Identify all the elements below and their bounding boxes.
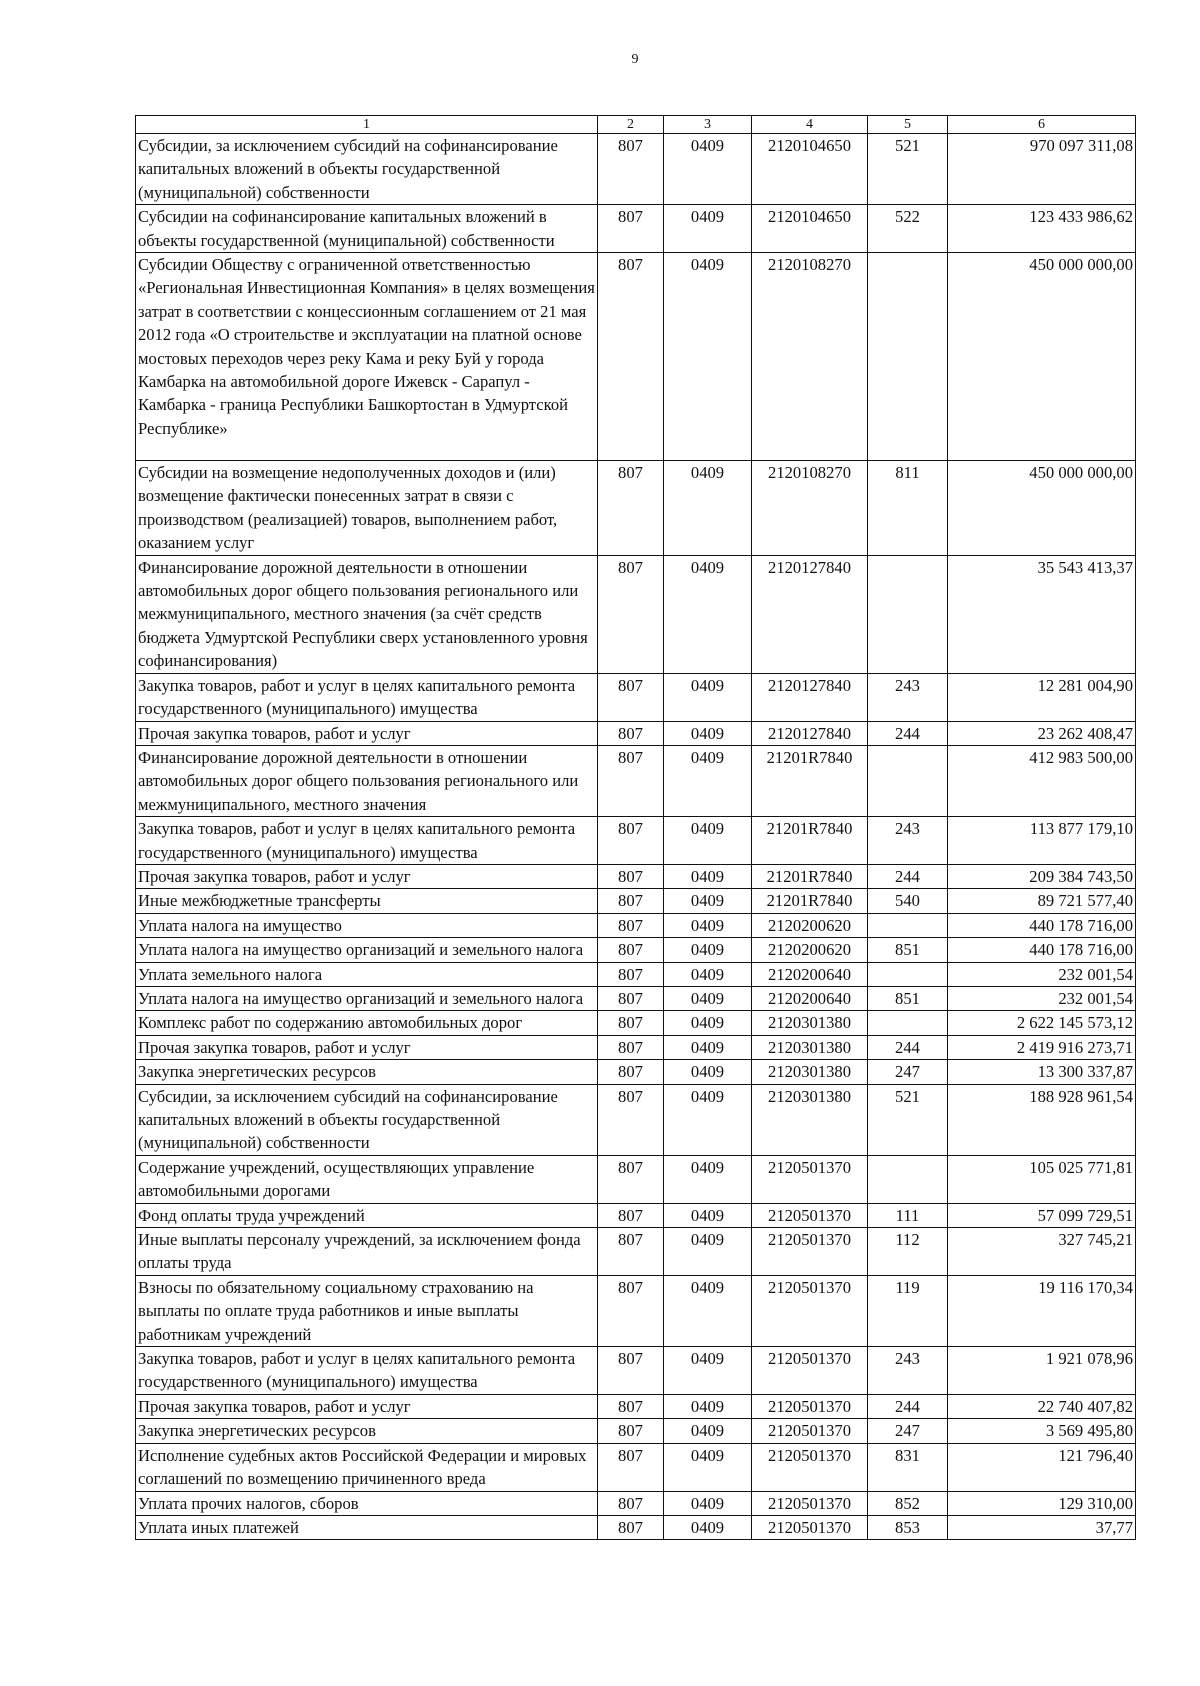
grbs-code-cell: 807	[598, 1443, 664, 1491]
section-code-cell: 0409	[664, 1443, 752, 1491]
column-header: 6	[948, 116, 1136, 134]
amount-cell: 129 310,00	[948, 1491, 1136, 1515]
amount-cell: 2 419 916 273,71	[948, 1035, 1136, 1059]
section-code-cell: 0409	[664, 205, 752, 253]
amount-cell: 209 384 743,50	[948, 864, 1136, 888]
row-name-cell: Субсидии, за исключением субсидий на софинансирование капитальных вложений в объекты государственной (муниципальной) собственности	[136, 134, 598, 205]
table-row	[136, 1203, 1136, 1227]
expense-type-cell: 243	[868, 817, 948, 865]
grbs-code-cell: 807	[598, 1515, 664, 1539]
expense-type-cell	[868, 1155, 948, 1203]
amount-cell: 440 178 716,00	[948, 913, 1136, 937]
target-article-cell: 2120301380	[752, 1035, 868, 1059]
table-row	[136, 1035, 1136, 1059]
amount-cell: 327 745,21	[948, 1228, 1136, 1276]
expense-type-cell: 853	[868, 1515, 948, 1539]
amount-cell: 1 921 078,96	[948, 1347, 1136, 1395]
section-code-cell: 0409	[664, 913, 752, 937]
table-row	[136, 134, 1136, 205]
row-name-cell: Исполнение судебных актов Российской Федерации и мировых соглашений по возмещению причиненного вреда	[136, 1443, 598, 1491]
section-code-cell: 0409	[664, 962, 752, 986]
table-row	[136, 205, 1136, 253]
section-code-cell: 0409	[664, 938, 752, 962]
amount-cell: 13 300 337,87	[948, 1060, 1136, 1084]
row-name-cell: Закупка товаров, работ и услуг в целях капитального ремонта государственного (муниципального) имущества	[136, 673, 598, 721]
expense-type-cell: 111	[868, 1203, 948, 1227]
amount-cell: 89 721 577,40	[948, 889, 1136, 913]
row-name-cell: Субсидии на возмещение недополученных доходов и (или) возмещение фактически понесенных затрат в связи с производством (реализацией) товаров, выполнением работ, оказанием услуг	[136, 461, 598, 556]
row-name-cell: Закупка товаров, работ и услуг в целях капитального ремонта государственного (муниципального) имущества	[136, 1347, 598, 1395]
row-name-cell: Субсидии, за исключением субсидий на софинансирование капитальных вложений в объекты государственной (муниципальной) собственности	[136, 1084, 598, 1155]
grbs-code-cell: 807	[598, 1275, 664, 1346]
target-article-cell: 2120104650	[752, 134, 868, 205]
grbs-code-cell: 807	[598, 986, 664, 1010]
amount-cell: 121 796,40	[948, 1443, 1136, 1491]
section-code-cell: 0409	[664, 1203, 752, 1227]
budget-table	[135, 115, 1136, 1540]
target-article-cell: 2120108270	[752, 253, 868, 461]
expense-type-cell	[868, 913, 948, 937]
amount-cell: 232 001,54	[948, 962, 1136, 986]
table-row	[136, 1011, 1136, 1035]
section-code-cell: 0409	[664, 461, 752, 556]
row-name-cell: Уплата налога на имущество организаций и земельного налога	[136, 938, 598, 962]
grbs-code-cell: 807	[598, 461, 664, 556]
amount-cell: 440 178 716,00	[948, 938, 1136, 962]
row-name-cell: Прочая закупка товаров, работ и услуг	[136, 721, 598, 745]
expense-type-cell	[868, 253, 948, 461]
target-article-cell: 2120501370	[752, 1275, 868, 1346]
target-article-cell: 2120501370	[752, 1491, 868, 1515]
expense-type-cell	[868, 745, 948, 816]
row-name-cell: Прочая закупка товаров, работ и услуг	[136, 864, 598, 888]
row-name-cell: Содержание учреждений, осуществляющих управление автомобильными дорогами	[136, 1155, 598, 1203]
grbs-code-cell: 807	[598, 938, 664, 962]
amount-cell: 37,77	[948, 1515, 1136, 1539]
target-article-cell: 2120501370	[752, 1203, 868, 1227]
row-name-cell: Уплата налога на имущество организаций и земельного налога	[136, 986, 598, 1010]
grbs-code-cell: 807	[598, 1347, 664, 1395]
grbs-code-cell: 807	[598, 913, 664, 937]
page-number: 9	[631, 52, 639, 67]
target-article-cell: 21201R7840	[752, 817, 868, 865]
grbs-code-cell: 807	[598, 205, 664, 253]
table-row	[136, 1394, 1136, 1418]
target-article-cell: 2120501370	[752, 1155, 868, 1203]
target-article-cell: 2120108270	[752, 461, 868, 556]
table-row	[136, 253, 1136, 461]
target-article-cell: 2120104650	[752, 205, 868, 253]
table-row	[136, 721, 1136, 745]
section-code-cell: 0409	[664, 134, 752, 205]
target-article-cell: 2120127840	[752, 555, 868, 673]
expense-type-cell	[868, 555, 948, 673]
amount-cell: 57 099 729,51	[948, 1203, 1136, 1227]
section-code-cell: 0409	[664, 1228, 752, 1276]
expense-type-cell: 540	[868, 889, 948, 913]
expense-type-cell: 522	[868, 205, 948, 253]
target-article-cell: 2120501370	[752, 1443, 868, 1491]
target-article-cell: 2120501370	[752, 1347, 868, 1395]
table-row	[136, 673, 1136, 721]
expense-type-cell: 521	[868, 134, 948, 205]
table-row	[136, 938, 1136, 962]
grbs-code-cell: 807	[598, 889, 664, 913]
row-name-cell: Финансирование дорожной деятельности в отношении автомобильных дорог общего пользования регионального или межмуниципального, местного значения (за счёт средств бюджета Удмуртской Республики сверх установленного уровня софинансирования)	[136, 555, 598, 673]
table-header-row	[136, 116, 1136, 134]
expense-type-cell: 851	[868, 938, 948, 962]
table-row	[136, 1419, 1136, 1443]
expense-type-cell: 244	[868, 1035, 948, 1059]
grbs-code-cell: 807	[598, 253, 664, 461]
section-code-cell: 0409	[664, 986, 752, 1010]
grbs-code-cell: 807	[598, 962, 664, 986]
section-code-cell: 0409	[664, 673, 752, 721]
row-name-cell: Закупка энергетических ресурсов	[136, 1419, 598, 1443]
amount-cell: 113 877 179,10	[948, 817, 1136, 865]
section-code-cell: 0409	[664, 1394, 752, 1418]
grbs-code-cell: 807	[598, 1419, 664, 1443]
expense-type-cell: 243	[868, 673, 948, 721]
amount-cell: 23 262 408,47	[948, 721, 1136, 745]
expense-type-cell: 247	[868, 1060, 948, 1084]
amount-cell: 3 569 495,80	[948, 1419, 1136, 1443]
row-name-cell: Уплата прочих налогов, сборов	[136, 1491, 598, 1515]
target-article-cell: 2120200640	[752, 962, 868, 986]
expense-type-cell: 243	[868, 1347, 948, 1395]
target-article-cell: 21201R7840	[752, 889, 868, 913]
expense-type-cell: 112	[868, 1228, 948, 1276]
target-article-cell: 2120301380	[752, 1060, 868, 1084]
target-article-cell: 2120200620	[752, 913, 868, 937]
target-article-cell: 2120200640	[752, 986, 868, 1010]
grbs-code-cell: 807	[598, 745, 664, 816]
amount-cell: 188 928 961,54	[948, 1084, 1136, 1155]
amount-cell: 123 433 986,62	[948, 205, 1136, 253]
amount-cell: 450 000 000,00	[948, 461, 1136, 556]
grbs-code-cell: 807	[598, 1155, 664, 1203]
table-row	[136, 913, 1136, 937]
amount-cell: 22 740 407,82	[948, 1394, 1136, 1418]
table-row	[136, 461, 1136, 556]
table-row	[136, 1275, 1136, 1346]
grbs-code-cell: 807	[598, 1491, 664, 1515]
target-article-cell: 2120200620	[752, 938, 868, 962]
grbs-code-cell: 807	[598, 555, 664, 673]
expense-type-cell: 851	[868, 986, 948, 1010]
target-article-cell: 2120501370	[752, 1394, 868, 1418]
target-article-cell: 21201R7840	[752, 745, 868, 816]
table-row	[136, 864, 1136, 888]
section-code-cell: 0409	[664, 1275, 752, 1346]
table-row	[136, 555, 1136, 673]
table-row	[136, 1491, 1136, 1515]
grbs-code-cell: 807	[598, 1035, 664, 1059]
amount-cell: 35 543 413,37	[948, 555, 1136, 673]
section-code-cell: 0409	[664, 253, 752, 461]
amount-cell: 2 622 145 573,12	[948, 1011, 1136, 1035]
table-row	[136, 889, 1136, 913]
row-name-cell: Уплата налога на имущество	[136, 913, 598, 937]
target-article-cell: 21201R7840	[752, 864, 868, 888]
amount-cell: 450 000 000,00	[948, 253, 1136, 461]
grbs-code-cell: 807	[598, 1228, 664, 1276]
grbs-code-cell: 807	[598, 673, 664, 721]
section-code-cell: 0409	[664, 1491, 752, 1515]
row-name-cell: Иные выплаты персоналу учреждений, за исключением фонда оплаты труда	[136, 1228, 598, 1276]
row-name-cell: Финансирование дорожной деятельности в отношении автомобильных дорог общего пользования регионального или межмуниципального, местного значения	[136, 745, 598, 816]
table-body	[136, 116, 1136, 1540]
table-row	[136, 817, 1136, 865]
section-code-cell: 0409	[664, 817, 752, 865]
expense-type-cell: 811	[868, 461, 948, 556]
table-row	[136, 1443, 1136, 1491]
row-name-cell: Комплекс работ по содержанию автомобильных дорог	[136, 1011, 598, 1035]
target-article-cell: 2120127840	[752, 721, 868, 745]
amount-cell: 970 097 311,08	[948, 134, 1136, 205]
table-row	[136, 1155, 1136, 1203]
column-header: 3	[664, 116, 752, 134]
row-name-cell: Взносы по обязательному социальному страхованию на выплаты по оплате труда работников и иные выплаты работникам учреждений	[136, 1275, 598, 1346]
table-row	[136, 986, 1136, 1010]
column-header: 2	[598, 116, 664, 134]
section-code-cell: 0409	[664, 1515, 752, 1539]
expense-type-cell: 831	[868, 1443, 948, 1491]
table-row	[136, 1060, 1136, 1084]
row-name-cell: Закупка энергетических ресурсов	[136, 1060, 598, 1084]
target-article-cell: 2120127840	[752, 673, 868, 721]
table-row	[136, 962, 1136, 986]
table-row	[136, 1347, 1136, 1395]
target-article-cell: 2120301380	[752, 1084, 868, 1155]
expense-type-cell: 521	[868, 1084, 948, 1155]
row-name-cell: Прочая закупка товаров, работ и услуг	[136, 1035, 598, 1059]
expense-type-cell	[868, 1011, 948, 1035]
expense-type-cell: 852	[868, 1491, 948, 1515]
section-code-cell: 0409	[664, 555, 752, 673]
amount-cell: 412 983 500,00	[948, 745, 1136, 816]
amount-cell: 105 025 771,81	[948, 1155, 1136, 1203]
section-code-cell: 0409	[664, 1347, 752, 1395]
table-row	[136, 1228, 1136, 1276]
table-row	[136, 745, 1136, 816]
row-name-cell: Уплата иных платежей	[136, 1515, 598, 1539]
target-article-cell: 2120501370	[752, 1515, 868, 1539]
amount-cell: 19 116 170,34	[948, 1275, 1136, 1346]
table-row	[136, 1515, 1136, 1539]
section-code-cell: 0409	[664, 1419, 752, 1443]
section-code-cell: 0409	[664, 745, 752, 816]
grbs-code-cell: 807	[598, 1011, 664, 1035]
row-name-cell: Иные межбюджетные трансферты	[136, 889, 598, 913]
expense-type-cell: 244	[868, 1394, 948, 1418]
column-header: 5	[868, 116, 948, 134]
target-article-cell: 2120501370	[752, 1228, 868, 1276]
grbs-code-cell: 807	[598, 817, 664, 865]
column-header: 1	[136, 116, 598, 134]
expense-type-cell: 244	[868, 721, 948, 745]
row-name-cell: Фонд оплаты труда учреждений	[136, 1203, 598, 1227]
column-header: 4	[752, 116, 868, 134]
grbs-code-cell: 807	[598, 134, 664, 205]
grbs-code-cell: 807	[598, 1084, 664, 1155]
expense-type-cell: 244	[868, 864, 948, 888]
row-name-cell: Субсидии Обществу с ограниченной ответственностью «Региональная Инвестиционная Компания» в целях возмещения затрат в соответствии с концессионным соглашением от 21 мая 2012 года «О строительстве и эксплуатации на платной основе мостовых переходов через реку Кама и реку Буй у города Камбарка на автомобильной дороге Ижевск - Сарапул - Камбарка - граница Республики Башкортостан в Удмуртской Республике»	[136, 253, 598, 461]
expense-type-cell: 119	[868, 1275, 948, 1346]
section-code-cell: 0409	[664, 1155, 752, 1203]
row-name-cell: Закупка товаров, работ и услуг в целях капитального ремонта государственного (муниципального) имущества	[136, 817, 598, 865]
grbs-code-cell: 807	[598, 1203, 664, 1227]
section-code-cell: 0409	[664, 721, 752, 745]
row-name-cell: Уплата земельного налога	[136, 962, 598, 986]
grbs-code-cell: 807	[598, 1394, 664, 1418]
section-code-cell: 0409	[664, 889, 752, 913]
amount-cell: 12 281 004,90	[948, 673, 1136, 721]
section-code-cell: 0409	[664, 1060, 752, 1084]
grbs-code-cell: 807	[598, 864, 664, 888]
section-code-cell: 0409	[664, 1011, 752, 1035]
grbs-code-cell: 807	[598, 1060, 664, 1084]
row-name-cell: Прочая закупка товаров, работ и услуг	[136, 1394, 598, 1418]
expense-type-cell	[868, 962, 948, 986]
grbs-code-cell: 807	[598, 721, 664, 745]
target-article-cell: 2120501370	[752, 1419, 868, 1443]
section-code-cell: 0409	[664, 1084, 752, 1155]
section-code-cell: 0409	[664, 864, 752, 888]
target-article-cell: 2120301380	[752, 1011, 868, 1035]
section-code-cell: 0409	[664, 1035, 752, 1059]
amount-cell: 232 001,54	[948, 986, 1136, 1010]
row-name-cell: Субсидии на софинансирование капитальных вложений в объекты государственной (муниципальной) собственности	[136, 205, 598, 253]
expense-type-cell: 247	[868, 1419, 948, 1443]
table-row	[136, 1084, 1136, 1155]
